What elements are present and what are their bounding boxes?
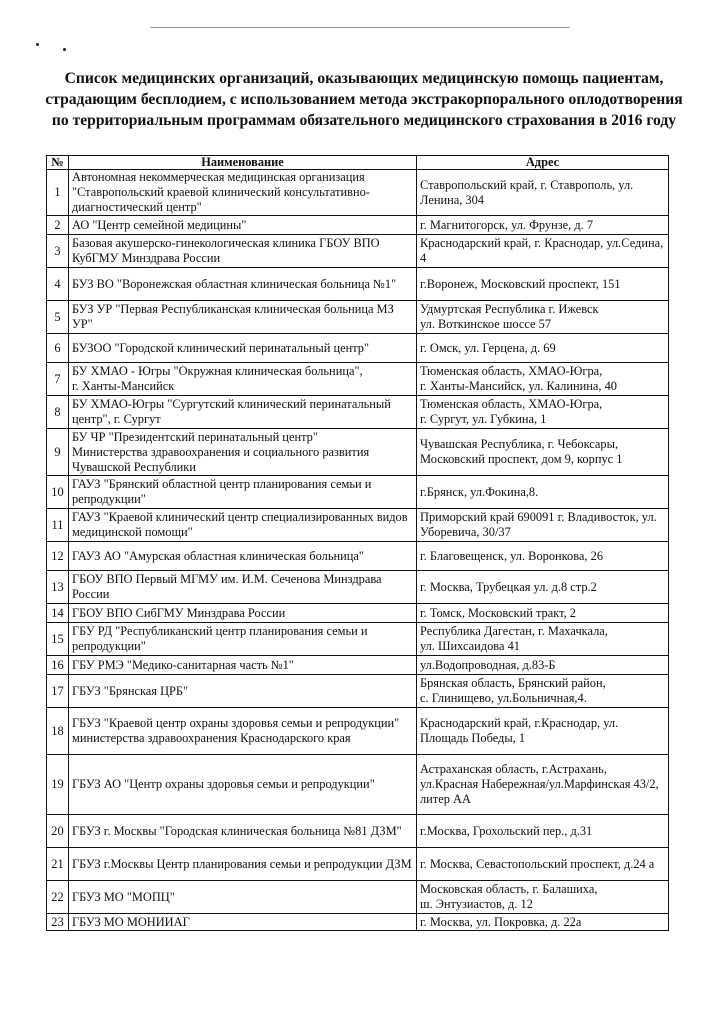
- row-number: 10: [47, 476, 69, 509]
- table-row: [47, 542, 669, 571]
- table-row: [47, 429, 669, 476]
- row-number: 22: [47, 881, 69, 914]
- organization-name: ГБУЗ МО МОНИИАГ: [69, 914, 417, 931]
- organization-address: Краснодарский край, г.Краснодар, ул. Площадь Победы, 1: [417, 708, 669, 755]
- header-number: №: [47, 156, 69, 170]
- table-row: [47, 755, 669, 815]
- organization-name: ГБУЗ "Брянская ЦРБ": [69, 675, 417, 708]
- organization-name: ГАУЗ АО "Амурская областная клиническая больница": [69, 542, 417, 571]
- table-row: [47, 815, 669, 848]
- table-row: [47, 656, 669, 675]
- organization-address: г. Омск, ул. Герцена, д. 69: [417, 334, 669, 363]
- organization-name: БУЗОО "Городской клинический перинатальный центр": [69, 334, 417, 363]
- table-row: [47, 604, 669, 623]
- table-row: [47, 334, 669, 363]
- organization-address: Чувашская Республика, г. Чебоксары, Московский проспект, дом 9, корпус 1: [417, 429, 669, 476]
- organization-address: Астраханская область, г.Астрахань, ул.Красная Набережная/ул.Марфинская 43/2, литер АА: [417, 755, 669, 815]
- organization-address: г. Томск, Московский тракт, 2: [417, 604, 669, 623]
- header-name: Наименование: [69, 156, 417, 170]
- organizations-table: [46, 155, 669, 931]
- organization-address: Брянская область, Брянский район, с. Глинищево, ул.Больничная,4.: [417, 675, 669, 708]
- table-row: [47, 623, 669, 656]
- row-number: 9: [47, 429, 69, 476]
- row-number: 1: [47, 170, 69, 216]
- organization-name: ГБУЗ АО "Центр охраны здоровья семьи и репродукции": [69, 755, 417, 815]
- table-row: [47, 170, 669, 216]
- table-row: [47, 571, 669, 604]
- organization-name: БУЗ ВО "Воронежская областная клиническая больница №1": [69, 268, 417, 301]
- organization-address: г. Благовещенск, ул. Воронкова, 26: [417, 542, 669, 571]
- row-number: 5: [47, 301, 69, 334]
- organization-address: Московская область, г. Балашиха, ш. Энтузиастов, д. 12: [417, 881, 669, 914]
- document-title: Список медицинских организаций, оказывающих медицинскую помощь пациентам, страдающим бесплодием, с использованием метода экстракорпорального оплодотворения по территориальным программам обязательного медицинского страхования в 2016 году: [45, 70, 683, 129]
- table-row: [47, 509, 669, 542]
- table-row: [47, 235, 669, 268]
- table-row: [47, 848, 669, 881]
- organization-name: Базовая акушерско-гинекологическая клиника ГБОУ ВПО КубГМУ Минздрава России: [69, 235, 417, 268]
- organization-address: г. Москва, Трубецкая ул. д.8 стр.2: [417, 571, 669, 604]
- organization-address: г.Брянск, ул.Фокина,8.: [417, 476, 669, 509]
- organization-address: г. Москва, Севастопольский проспект, д.24 а: [417, 848, 669, 881]
- table-row: [47, 396, 669, 429]
- table-row: [47, 914, 669, 931]
- organization-name: ГБУЗ г. Москвы "Городская клиническая больница №81 ДЗМ": [69, 815, 417, 848]
- row-number: 8: [47, 396, 69, 429]
- scan-speck: [63, 48, 66, 51]
- organization-address: Республика Дагестан, г. Махачкала, ул. Шихсаидова 41: [417, 623, 669, 656]
- organization-address: г.Москва, Грохольский пер., д.31: [417, 815, 669, 848]
- table-row: [47, 881, 669, 914]
- organization-name: АО "Центр семейной медицины": [69, 216, 417, 235]
- organization-address: Тюменская область, ХМАО-Югра, г. Ханты-Мансийск, ул. Калинина, 40: [417, 363, 669, 396]
- organization-address: Ставропольский край, г. Ставрополь, ул. Ленина, 304: [417, 170, 669, 216]
- organization-address: Тюменская область, ХМАО-Югра, г. Сургут, ул. Губкина, 1: [417, 396, 669, 429]
- table-row: [47, 476, 669, 509]
- row-number: 6: [47, 334, 69, 363]
- organization-name: ГБУ РД "Республиканский центр планирования семьи и репродукции": [69, 623, 417, 656]
- organization-name: БУ ЧР "Президентский перинатальный центр" Министерства здравоохранения и социального развития Чувашской Республики: [69, 429, 417, 476]
- organization-address: Приморский край 690091 г. Владивосток, ул. Уборевича, 30/37: [417, 509, 669, 542]
- organization-name: ГБОУ ВПО Первый МГМУ им. И.М. Сеченова Минздрава России: [69, 571, 417, 604]
- scan-speck: [36, 43, 39, 46]
- table-row: [47, 268, 669, 301]
- organization-name: ГБУ РМЭ "Медико-санитарная часть №1": [69, 656, 417, 675]
- organization-address: ул.Водопроводная, д.83-Б: [417, 656, 669, 675]
- organization-address: г.Воронеж, Московский проспект, 151: [417, 268, 669, 301]
- row-number: 16: [47, 656, 69, 675]
- row-number: 14: [47, 604, 69, 623]
- organization-address: г. Москва, ул. Покровка, д. 22а: [417, 914, 669, 931]
- organization-address: г. Магнитогорск, ул. Фрунзе, д. 7: [417, 216, 669, 235]
- table-row: [47, 216, 669, 235]
- organization-name: ГБУЗ "Краевой центр охраны здоровья семьи и репродукции" министерства здравоохранения Краснодарского края: [69, 708, 417, 755]
- row-number: 15: [47, 623, 69, 656]
- row-number: 20: [47, 815, 69, 848]
- organization-address: Удмуртская Республика г. Ижевск ул. Воткинское шоссе 57: [417, 301, 669, 334]
- row-number: 18: [47, 708, 69, 755]
- header-address: Адрес: [417, 156, 669, 170]
- organization-name: Автономная некоммерческая медицинская организация "Ставропольский краевой клинический консультативно-диагностический центр": [69, 170, 417, 216]
- table-row: [47, 301, 669, 334]
- organization-name: ГБУЗ г.Москвы Центр планирования семьи и репродукции ДЗМ: [69, 848, 417, 881]
- organization-name: БУ ХМАО - Югры "Окружная клиническая больница", г. Ханты-Мансийск: [69, 363, 417, 396]
- organization-address: Краснодарский край, г. Краснодар, ул.Седина, 4: [417, 235, 669, 268]
- row-number: 21: [47, 848, 69, 881]
- row-number: 7: [47, 363, 69, 396]
- organization-name: ГБОУ ВПО СибГМУ Минздрава России: [69, 604, 417, 623]
- organization-name: ГБУЗ МО "МОПЦ": [69, 881, 417, 914]
- scan-top-line: [150, 27, 570, 28]
- organization-name: БУЗ УР "Первая Республиканская клиническая больница МЗ УР": [69, 301, 417, 334]
- organization-name: ГАУЗ "Брянский областной центр планирования семьи и репродукции": [69, 476, 417, 509]
- row-number: 2: [47, 216, 69, 235]
- row-number: 17: [47, 675, 69, 708]
- table-header-row: [47, 156, 669, 170]
- table-row: [47, 675, 669, 708]
- row-number: 12: [47, 542, 69, 571]
- row-number: 19: [47, 755, 69, 815]
- row-number: 13: [47, 571, 69, 604]
- row-number: 11: [47, 509, 69, 542]
- organization-name: ГАУЗ "Краевой клинический центр специализированных видов медицинской помощи": [69, 509, 417, 542]
- row-number: 4: [47, 268, 69, 301]
- organization-name: БУ ХМАО-Югры "Сургутский клинический перинатальный центр", г. Сургут: [69, 396, 417, 429]
- row-number: 3: [47, 235, 69, 268]
- row-number: 23: [47, 914, 69, 931]
- table-row: [47, 363, 669, 396]
- table-row: [47, 708, 669, 755]
